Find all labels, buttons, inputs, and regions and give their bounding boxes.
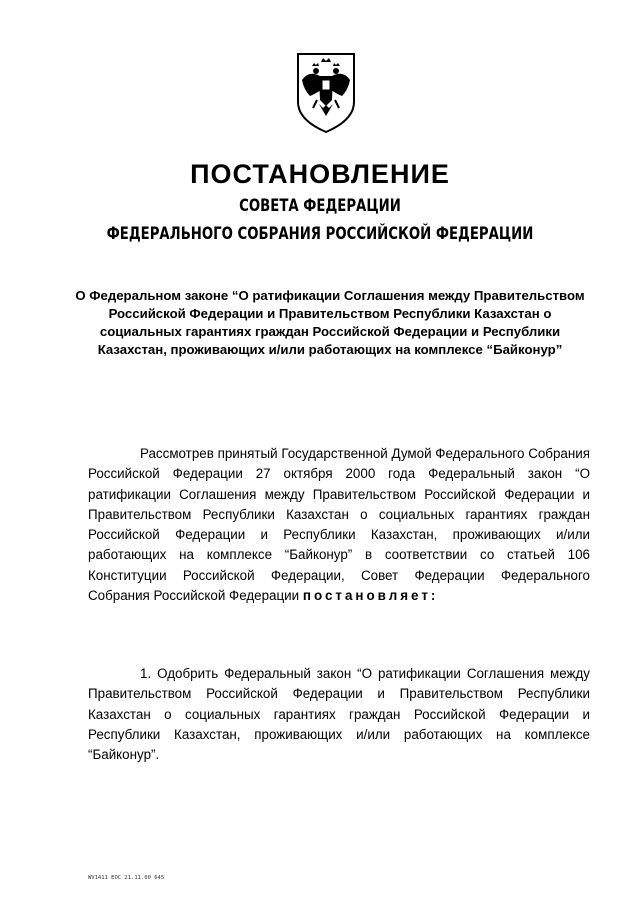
document-title: ПОСТАНОВЛЕНИЕ — [190, 159, 450, 189]
footer-code: WV1411 ЕОС 21.11.00 645 — [88, 875, 165, 881]
document-subtitle-line1: СОВЕТА ФЕДЕРАЦИИ — [239, 196, 401, 216]
double-headed-eagle-icon — [295, 50, 357, 134]
preamble-text: Рассмотрев принятый Государственной Думой Федерального Собрания Российской Федерации 27 октября 2000 года Федеральный закон “О ратификации Соглашения между Правительством Российской Федерации и Правительством Республики Казахстан о социальных гарантиях граждан Российской Федерации и Республики Казахстан, проживающих и/или работающих на комплексе “Байконур” в соответствии со статьей 106 Конституции Российской Федерации, Совет Федерации Федерального Собрания Российской Федерации — [88, 446, 590, 604]
document-subject: О Федеральном законе “О ратификации Соглашения между Правительством Российской Федерации и Правительством Республики Казахстан о социальных гарантиях граждан Российской Федерации и Республики Казахстан, проживающих и/или работающих на комплексе “Байконур” — [75, 288, 585, 357]
resolves-word: постановляет: — [302, 588, 439, 604]
paragraph-preamble — [88, 444, 590, 606]
document-subtitle-line2: ФЕДЕРАЛЬНОГО СОБРАНИЯ РОССИЙСКОЙ ФЕДЕРАЦИИ — [106, 224, 534, 244]
item-1-text: 1. Одобрить Федеральный закон “О ратификации Соглашения между Правительством Российской Федерации и Правительством Республики Казахстан о социальных гарантиях граждан Российской Федерации и Республики Казахстан, проживающих и/или работающих на комплексе “Байконур”. — [88, 666, 590, 763]
paragraph-item-1 — [88, 664, 590, 765]
